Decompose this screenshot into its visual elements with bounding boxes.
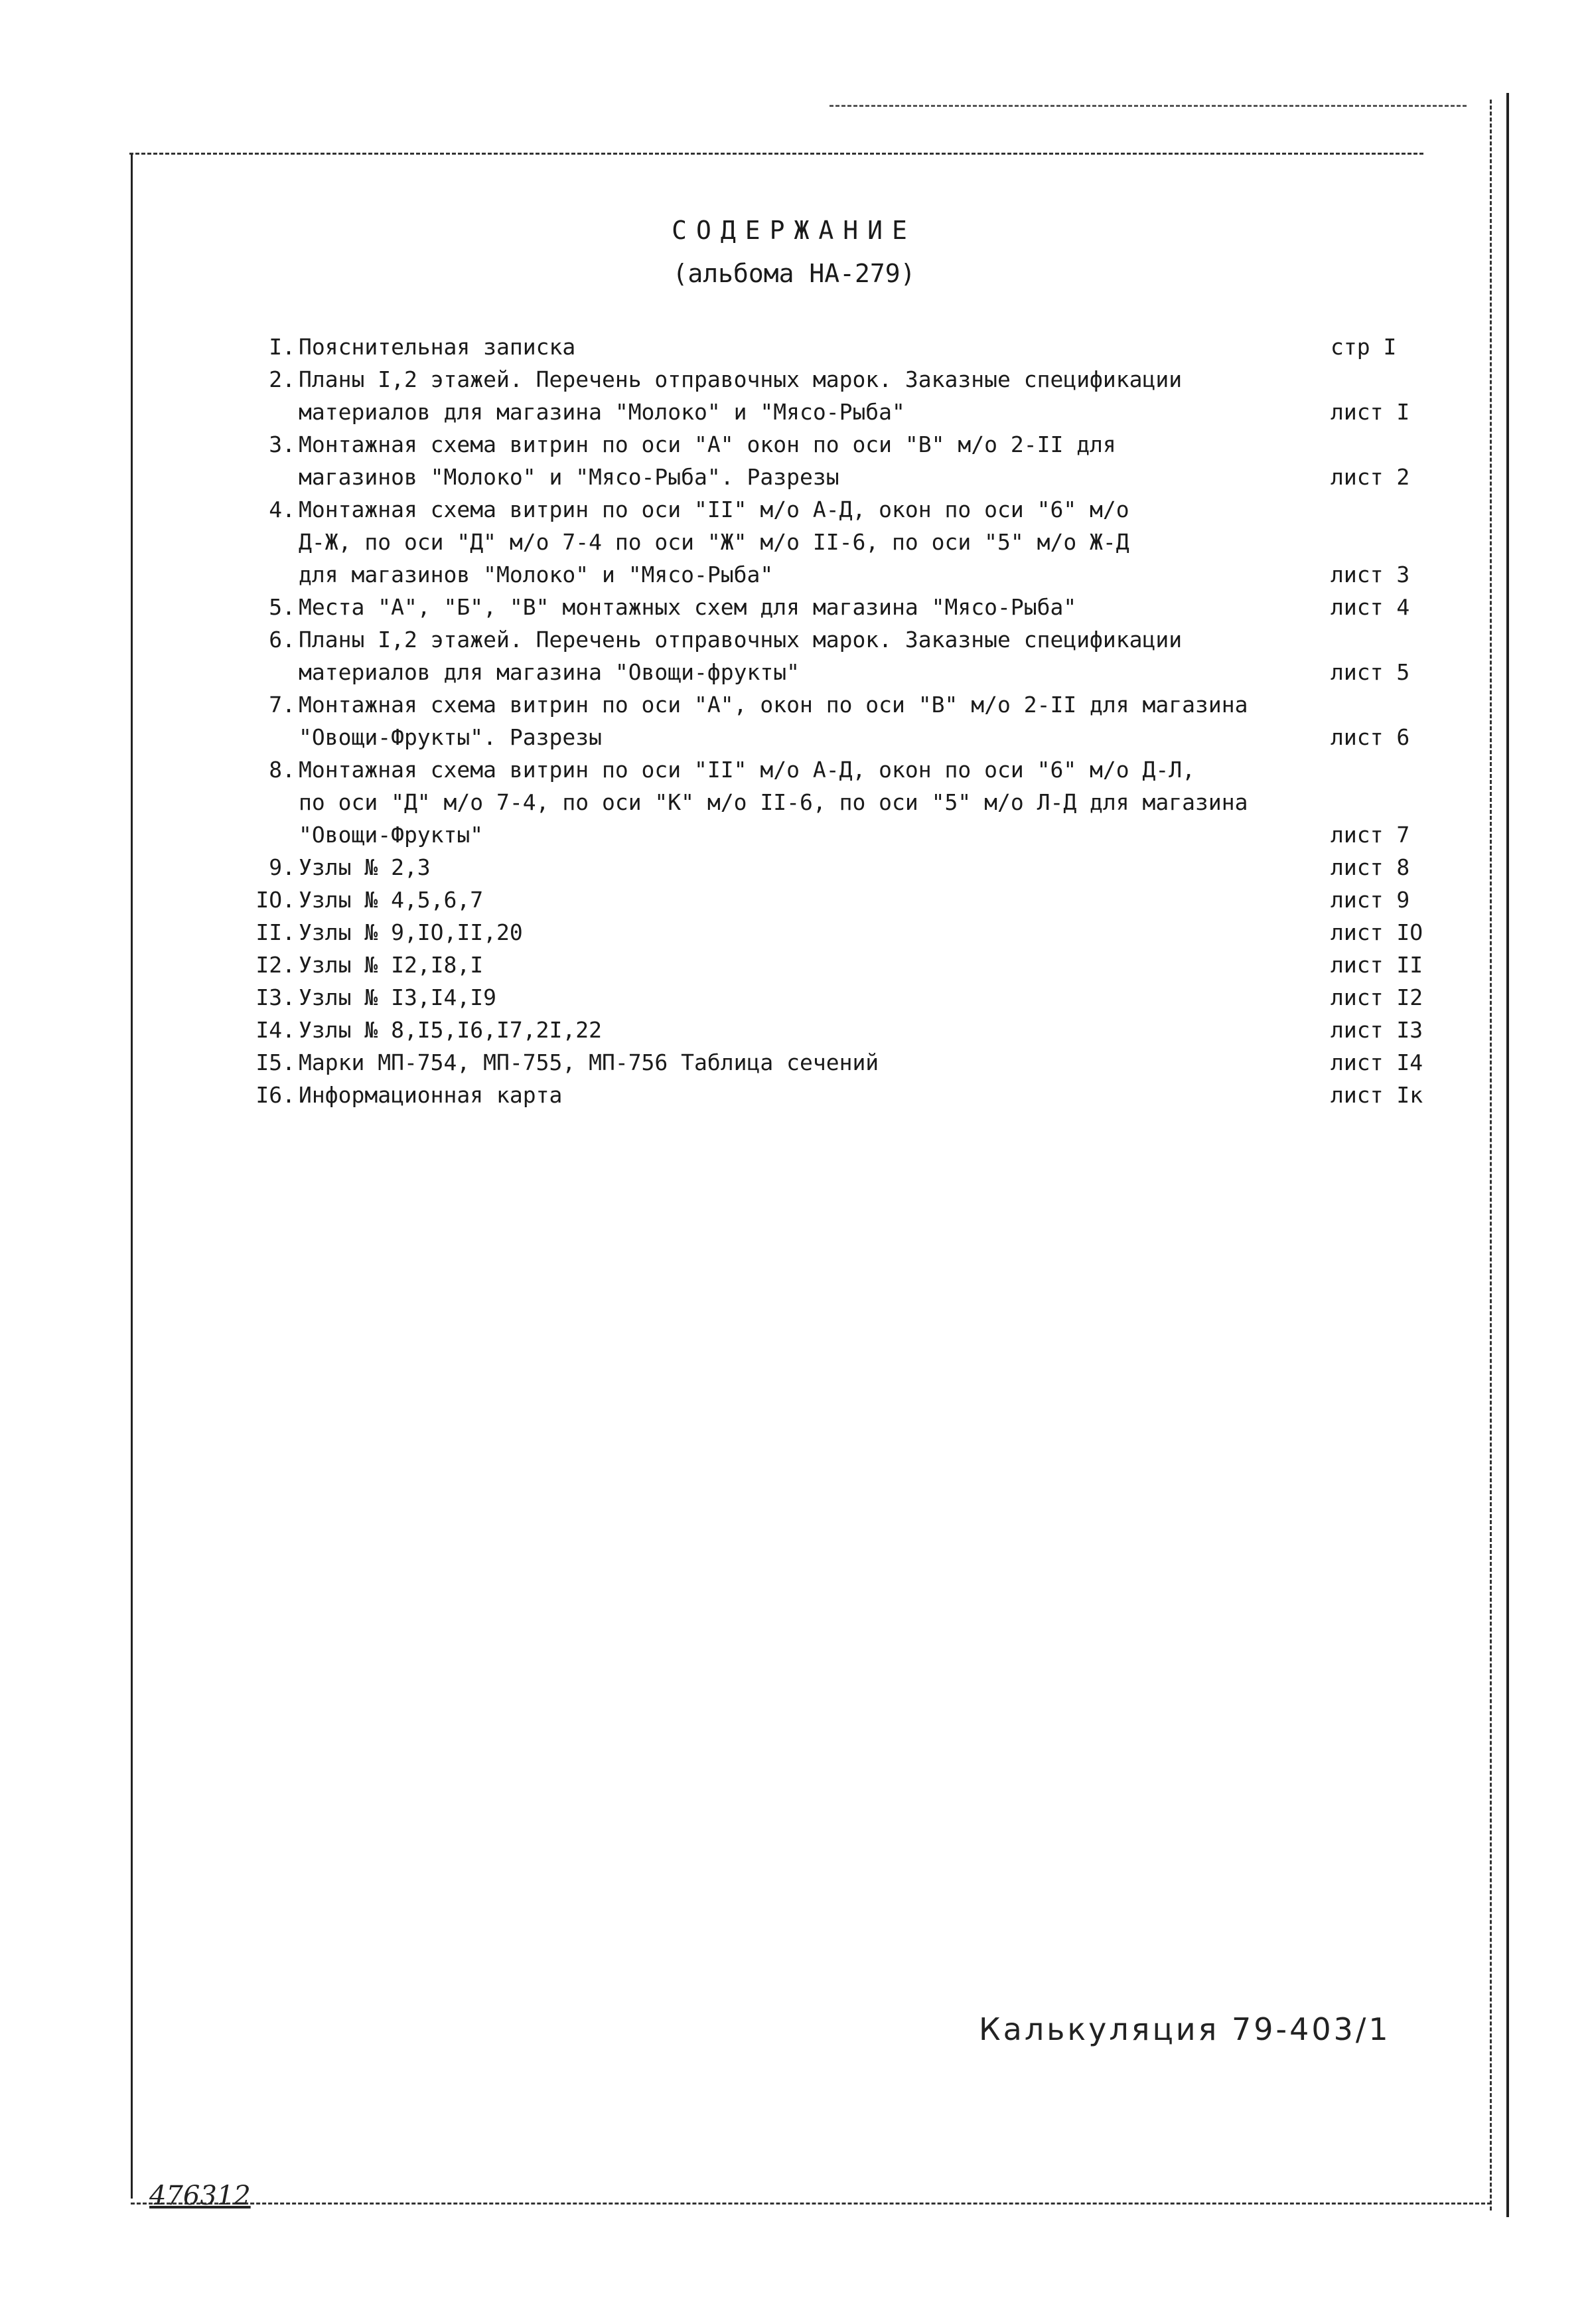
inventory-number: 476312 — [149, 2181, 251, 2211]
toc-entry-text: Узлы № 2,3 — [299, 854, 431, 880]
toc-entry-sheet: лист 6 — [1331, 724, 1410, 750]
toc-entry-number: 8. — [269, 757, 295, 783]
frame-top-secondary — [830, 105, 1467, 107]
toc-entry-number: IO. — [255, 887, 295, 913]
toc-entry-text: Монтажная схема витрин по оси "II" м/о А-Д, окон по оси "6" м/о Д-Л, по оси "Д" м/о 7-4, по оси "К" м/о II-6, по оси "5" м/о Л-Д для магазина "Овощи-Фрукты" — [299, 757, 1248, 848]
toc-entry-number: I5. — [255, 1049, 295, 1075]
toc-entry-sheet: лист I4 — [1331, 1049, 1423, 1075]
toc-entry-number: I. — [269, 334, 295, 360]
toc-entry-sheet: лист I2 — [1331, 984, 1423, 1010]
toc-entry — [236, 591, 1443, 623]
toc-entry-sheet: лист 9 — [1331, 887, 1410, 913]
toc-entry-number: 7. — [269, 692, 295, 718]
toc-entry — [236, 1014, 1443, 1046]
toc-entry-number: 9. — [269, 854, 295, 880]
toc-entry-sheet: лист 8 — [1331, 854, 1410, 880]
toc-entry-text: Марки МП-754, МП-755, МП-756 Таблица сечений — [299, 1049, 879, 1075]
toc-entry — [236, 1046, 1443, 1079]
toc-entry-number: 5. — [269, 594, 295, 620]
toc-entry-text: Монтажная схема витрин по оси "II" м/о А-Д, окон по оси "6" м/о Д-Ж, по оси "Д" м/о 7-4 по оси "Ж" м/о II-6, по оси "5" м/о Ж-Д для магазинов "Молоко" и "Мясо-Рыба" — [299, 497, 1129, 587]
toc-entry-text: Места "А", "Б", "В" монтажных схем для магазина "Мясо-Рыба" — [299, 594, 1077, 620]
table-of-contents — [236, 331, 1443, 1111]
toc-entry-sheet: лист 3 — [1331, 562, 1410, 587]
toc-entry-text: Узлы № 9,IO,II,20 — [299, 919, 523, 945]
toc-entry — [236, 428, 1443, 493]
toc-entry-number: 4. — [269, 497, 295, 522]
toc-entry-text: Монтажная схема витрин по оси "А", окон по оси "В" м/о 2-II для магазина "Овощи-Фрукты". Разрезы — [299, 692, 1248, 750]
toc-entry-number: 3. — [269, 431, 295, 457]
toc-entry — [236, 916, 1443, 949]
toc-entry-number: II. — [255, 919, 295, 945]
toc-entry-text: Узлы № 8,I5,I6,I7,2I,22 — [299, 1017, 602, 1043]
toc-entry-sheet: лист Iк — [1331, 1082, 1423, 1108]
toc-entry-text: Узлы № I2,I8,I — [299, 952, 484, 978]
frame-left — [131, 154, 133, 2199]
toc-entry-number: I2. — [255, 952, 295, 978]
toc-entry-sheet: лист I3 — [1331, 1017, 1423, 1043]
toc-entry-number: 6. — [269, 627, 295, 653]
toc-entry-sheet: лист 5 — [1331, 659, 1410, 685]
toc-entry-number: I3. — [255, 984, 295, 1010]
toc-entry-sheet: лист 4 — [1331, 594, 1410, 620]
frame-right — [1506, 93, 1509, 2217]
toc-entry-number: 2. — [269, 366, 295, 392]
toc-entry-number: I6. — [255, 1082, 295, 1108]
toc-entry-text: Информационная карта — [299, 1082, 563, 1108]
page-subtitle: (альбома НА-279) — [672, 259, 916, 288]
toc-entry-text: Узлы № 4,5,6,7 — [299, 887, 484, 913]
toc-entry-sheet: стр I — [1331, 334, 1397, 360]
toc-entry — [236, 981, 1443, 1014]
toc-entry-text: Пояснительная записка — [299, 334, 576, 360]
toc-entry-sheet: лист I — [1331, 399, 1410, 425]
page-title: СОДЕРЖАНИЕ — [672, 216, 916, 245]
toc-entry — [236, 331, 1443, 363]
toc-entry-sheet: лист 7 — [1331, 822, 1410, 848]
toc-entry-sheet: лист 2 — [1331, 464, 1410, 490]
frame-bottom — [131, 2203, 1491, 2205]
toc-entry — [236, 493, 1443, 591]
toc-entry — [236, 884, 1443, 916]
toc-entry-text: Монтажная схема витрин по оси "А" окон по оси "В" м/о 2-II для магазинов "Молоко" и "Мясо-Рыба". Разрезы — [299, 431, 1116, 490]
toc-entry-number: I4. — [255, 1017, 295, 1043]
toc-entry — [236, 851, 1443, 884]
toc-entry — [236, 949, 1443, 981]
toc-entry — [236, 1079, 1443, 1111]
frame-top — [129, 153, 1423, 155]
toc-entry — [236, 363, 1443, 428]
toc-entry — [236, 623, 1443, 688]
toc-entry-text: Планы I,2 этажей. Перечень отправочных марок. Заказные спецификации материалов для магазина "Овощи-фрукты" — [299, 627, 1183, 685]
toc-entry-sheet: лист II — [1331, 952, 1423, 978]
frame-right-dashed — [1490, 100, 1492, 2210]
toc-entry — [236, 753, 1443, 851]
toc-entry-sheet: лист IO — [1331, 919, 1423, 945]
calculation-stamp: Калькуляция 79-403/1 — [979, 2011, 1391, 2047]
toc-entry-text: Планы I,2 этажей. Перечень отправочных марок. Заказные спецификации материалов для магазина "Молоко" и "Мясо-Рыба" — [299, 366, 1183, 425]
toc-entry — [236, 688, 1443, 753]
toc-entry-text: Узлы № I3,I4,I9 — [299, 984, 497, 1010]
